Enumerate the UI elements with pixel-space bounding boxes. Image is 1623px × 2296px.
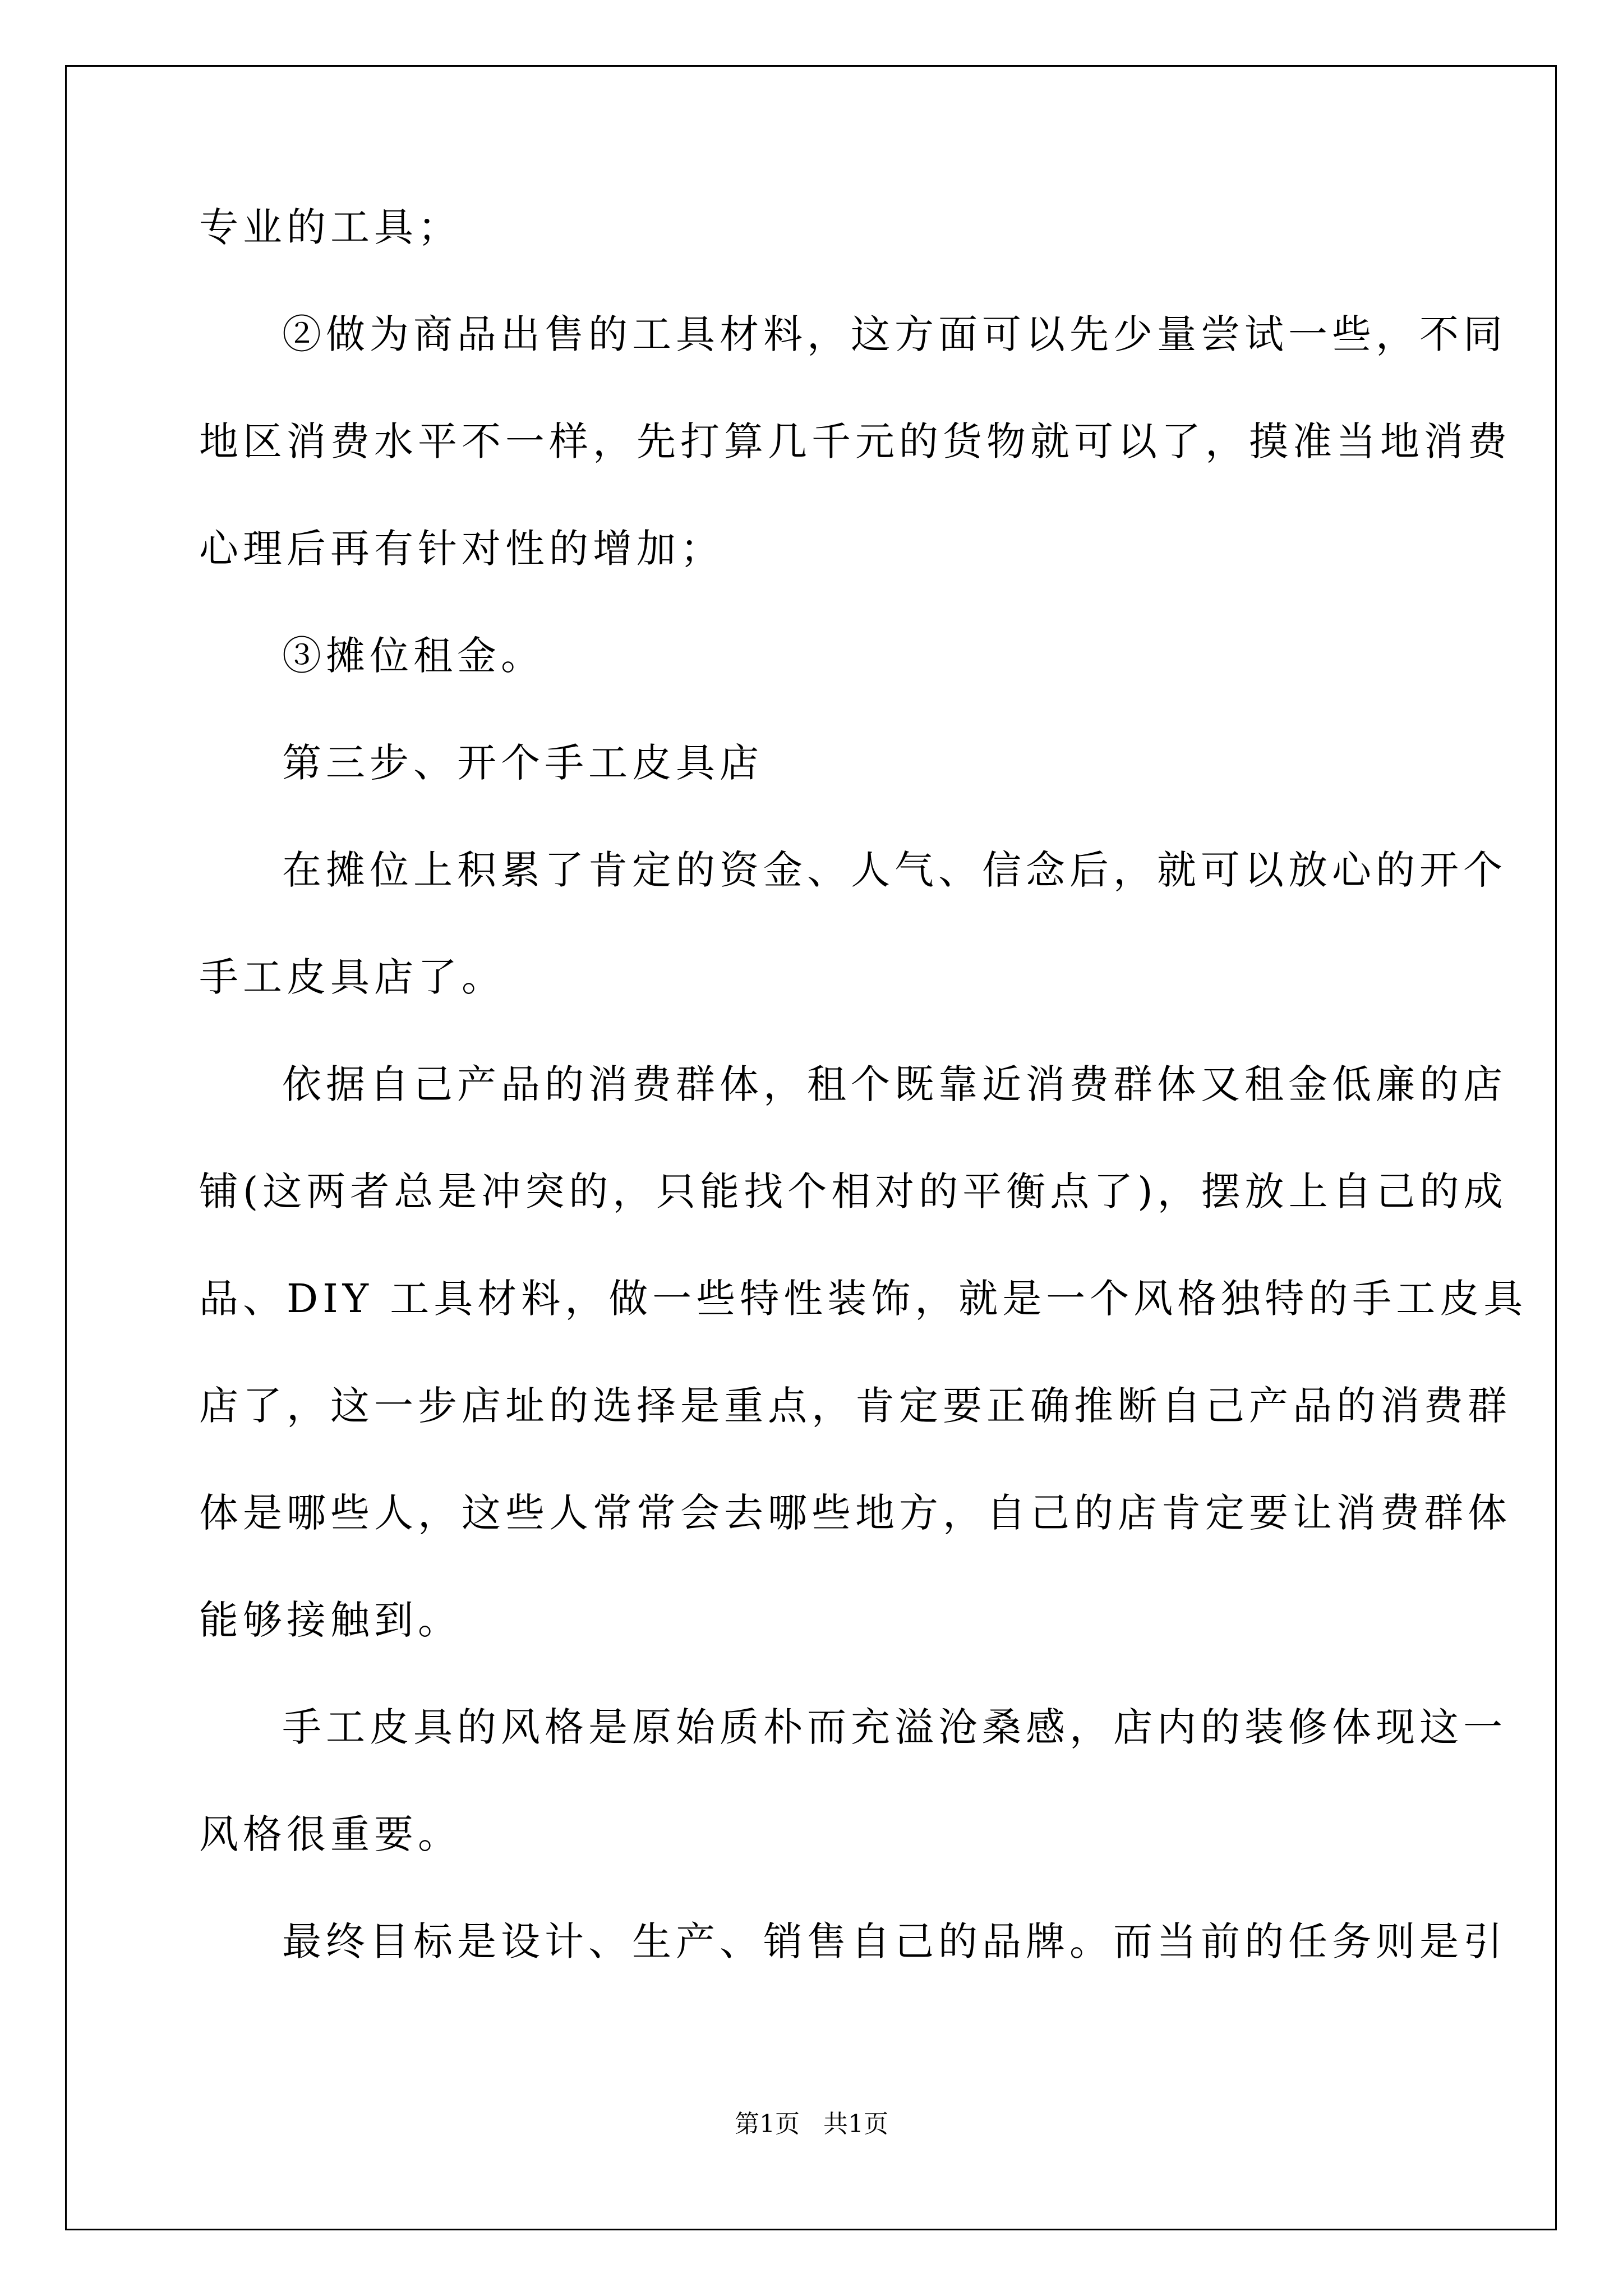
- paragraph-line: ③摊位租金。: [282, 633, 545, 679]
- section-heading: 第三步、开个手工皮具店: [282, 740, 763, 786]
- page-number: 第1页 共1页: [735, 2110, 888, 2138]
- text-line: 专业的工具；: [199, 204, 462, 250]
- text-line: 风格很重要。: [199, 1811, 462, 1857]
- text-line: 能够接触到。: [199, 1597, 462, 1643]
- text-line: 铺(这两者总是冲突的，只能找个相对的平衡点了)，摆放上自己的成: [199, 1168, 1507, 1214]
- paragraph-line: 依据自己产品的消费群体，租个既靠近消费群体又租金低廉的店: [282, 1061, 1507, 1107]
- text-line: 店了，这一步店址的选择是重点，肯定要正确推断自己产品的消费群: [199, 1383, 1511, 1429]
- text-line: 手工皮具店了。: [199, 954, 505, 1000]
- paragraph-line: 手工皮具的风格是原始质朴而充溢沧桑感，店内的装修体现这一: [282, 1704, 1507, 1750]
- text-line: 地区消费水平不一样，先打算几千元的货物就可以了，摸准当地消费: [199, 418, 1511, 464]
- paragraph-line: 在摊位上积累了肯定的资金、人气、信念后，就可以放心的开个: [282, 847, 1507, 893]
- paragraph-line: ②做为商品出售的工具材料，这方面可以先少量尝试一些，不同: [282, 311, 1507, 357]
- page-border: [65, 65, 1557, 2230]
- text-line: 品、DIY 工具材料，做一些特性装饰，就是一个风格独特的手工皮具: [199, 1276, 1528, 1322]
- text-line: 体是哪些人，这些人常常会去哪些地方，自己的店肯定要让消费群体: [199, 1490, 1511, 1536]
- paragraph-line: 最终目标是设计、生产、销售自己的品牌。而当前的任务则是引: [282, 1918, 1507, 1964]
- text-line: 心理后再有针对性的增加；: [199, 526, 724, 572]
